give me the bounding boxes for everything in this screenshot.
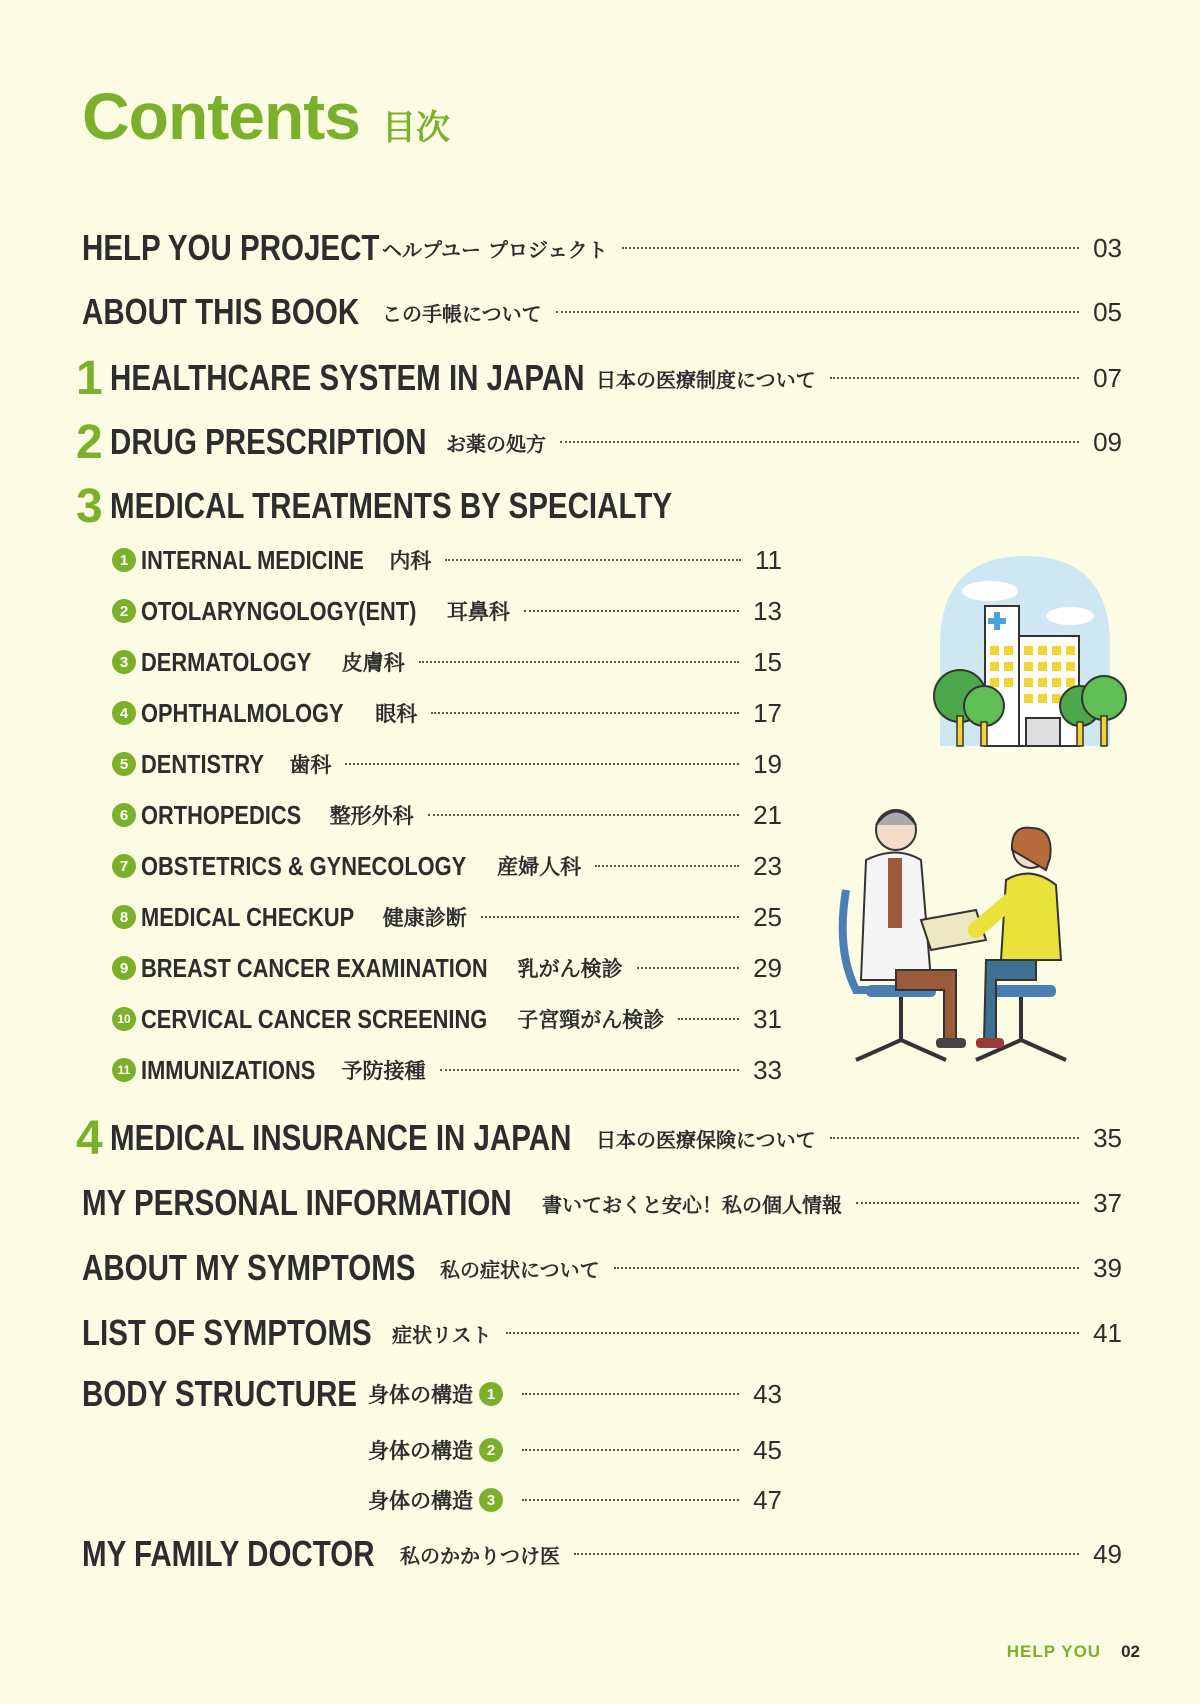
toc-page: 37 bbox=[1093, 1187, 1122, 1218]
specialty-page: 13 bbox=[753, 595, 782, 626]
number-badge: 2 bbox=[479, 1438, 503, 1462]
specialty-ja: 内科 bbox=[389, 549, 432, 573]
toc-ja: お薬の処方 bbox=[446, 431, 546, 456]
toc-ja: 症状リスト bbox=[392, 1322, 492, 1347]
dot-leader bbox=[431, 712, 739, 714]
specialty-row[interactable] bbox=[112, 893, 782, 941]
specialty-page: 19 bbox=[753, 748, 782, 779]
number-badge: 2 bbox=[112, 599, 136, 623]
dot-leader bbox=[481, 916, 739, 918]
specialty-ja: 皮膚科 bbox=[341, 651, 405, 675]
specialty-en: OPHTHALMOLOGY bbox=[141, 697, 344, 728]
specialty-page: 21 bbox=[753, 799, 782, 830]
specialty-row[interactable] bbox=[112, 842, 782, 890]
specialty-en: MEDICAL CHECKUP bbox=[141, 901, 355, 932]
toc-en: BODY STRUCTURE bbox=[82, 1373, 357, 1414]
section-number: 2 bbox=[76, 415, 103, 469]
specialty-page: 17 bbox=[753, 697, 782, 728]
doctor-patient-illustration bbox=[836, 800, 1076, 1070]
specialty-en: BREAST CANCER EXAMINATION bbox=[141, 952, 488, 983]
specialty-ja: 歯科 bbox=[289, 753, 332, 777]
specialty-ja: 産婦人科 bbox=[497, 855, 582, 879]
footer-page-number: 02 bbox=[1121, 1642, 1140, 1661]
specialty-ja: 健康診断 bbox=[382, 906, 467, 930]
specialty-en: DERMATOLOGY bbox=[141, 646, 312, 677]
dot-leader bbox=[622, 247, 1080, 249]
dot-leader bbox=[506, 1332, 1079, 1334]
toc-row-medical-insurance[interactable] bbox=[76, 1110, 1122, 1166]
dot-leader bbox=[574, 1553, 1079, 1555]
dot-leader bbox=[445, 559, 741, 561]
page-footer bbox=[1007, 1642, 1140, 1662]
section-number: 3 bbox=[76, 479, 103, 533]
specialty-row[interactable] bbox=[112, 1046, 782, 1094]
specialty-en: IMMUNIZATIONS bbox=[141, 1054, 316, 1085]
toc-row-medical-treatments[interactable] bbox=[76, 478, 876, 534]
toc-page: 03 bbox=[1093, 232, 1122, 263]
number-badge: 3 bbox=[112, 650, 136, 674]
specialty-row[interactable] bbox=[112, 689, 782, 737]
toc-en: MEDICAL TREATMENTS BY SPECIALTY bbox=[110, 485, 673, 526]
specialty-page: 25 bbox=[753, 901, 782, 932]
specialty-ja: 眼科 bbox=[375, 702, 418, 726]
toc-ja: 日本の医療制度について bbox=[596, 367, 816, 392]
toc-ja: 書いておくと安心！私の個人情報 bbox=[542, 1192, 842, 1217]
toc-ja: 日本の医療保険について bbox=[596, 1127, 816, 1152]
number-badge: 9 bbox=[112, 956, 136, 980]
specialty-en: OBSTETRICS & GYNECOLOGY bbox=[141, 850, 467, 881]
toc-en: ABOUT MY SYMPTOMS bbox=[82, 1247, 416, 1288]
number-badge: 4 bbox=[112, 701, 136, 725]
dot-leader bbox=[560, 441, 1079, 443]
specialty-row[interactable] bbox=[112, 740, 782, 788]
number-badge: 1 bbox=[112, 548, 136, 572]
specialty-row[interactable] bbox=[112, 995, 782, 1043]
hospital-illustration bbox=[920, 546, 1130, 766]
specialty-en: INTERNAL MEDICINE bbox=[141, 544, 364, 575]
toc-page: 07 bbox=[1093, 362, 1122, 393]
specialty-page: 15 bbox=[753, 646, 782, 677]
number-badge: 11 bbox=[112, 1058, 136, 1082]
toc-row-about-this-book[interactable] bbox=[82, 284, 1122, 340]
title-ja: 目次 bbox=[381, 108, 450, 148]
dot-leader bbox=[856, 1202, 1079, 1204]
number-badge: 1 bbox=[479, 1382, 503, 1406]
toc-page: 35 bbox=[1093, 1122, 1122, 1153]
toc-en: HELP YOU PROJECT bbox=[82, 227, 380, 268]
toc-ja: 私のかかりつけ医 bbox=[400, 1543, 560, 1568]
toc-ja: 身体の構造 bbox=[368, 1439, 473, 1463]
toc-row-body-structure[interactable] bbox=[82, 1366, 782, 1422]
toc-page: 05 bbox=[1093, 296, 1122, 327]
dot-leader bbox=[556, 311, 1079, 313]
dot-leader bbox=[440, 1069, 740, 1071]
number-badge: 5 bbox=[112, 752, 136, 776]
page-title bbox=[82, 78, 450, 154]
toc-en: MY FAMILY DOCTOR bbox=[82, 1533, 375, 1574]
toc-page: 45 bbox=[753, 1434, 782, 1465]
section-number: 4 bbox=[76, 1111, 103, 1165]
specialty-en: ORTHOPEDICS bbox=[141, 799, 302, 830]
specialty-page: 33 bbox=[753, 1054, 782, 1085]
specialty-ja: 子宮頸がん検診 bbox=[517, 1008, 665, 1032]
dot-leader bbox=[595, 865, 739, 867]
specialty-row[interactable] bbox=[112, 944, 782, 992]
specialty-en: DENTISTRY bbox=[141, 748, 264, 779]
toc-en: LIST OF SYMPTOMS bbox=[82, 1312, 372, 1353]
toc-row-personal-information[interactable] bbox=[82, 1175, 1122, 1231]
footer-brand: HELP YOU bbox=[1006, 1642, 1102, 1661]
specialty-page: 29 bbox=[753, 952, 782, 983]
dot-leader bbox=[428, 814, 739, 816]
dot-leader bbox=[419, 661, 739, 663]
specialty-en: OTOLARYNGOLOGY(ENT) bbox=[141, 595, 417, 626]
specialty-ja: 整形外科 bbox=[329, 804, 414, 828]
dot-leader bbox=[637, 967, 739, 969]
toc-en: MEDICAL INSURANCE IN JAPAN bbox=[110, 1117, 572, 1158]
toc-ja: 身体の構造 bbox=[368, 1383, 473, 1407]
toc-row-body-structure-3[interactable] bbox=[368, 1472, 782, 1528]
toc-page: 41 bbox=[1093, 1317, 1122, 1348]
dot-leader bbox=[522, 1499, 739, 1501]
dot-leader bbox=[614, 1267, 1079, 1269]
specialty-en: CERVICAL CANCER SCREENING bbox=[141, 1003, 488, 1034]
toc-page: 09 bbox=[1093, 426, 1122, 457]
toc-ja: この手帳について bbox=[382, 301, 542, 326]
toc-row-about-my-symptoms[interactable] bbox=[82, 1240, 1122, 1296]
number-badge: 3 bbox=[479, 1488, 503, 1512]
toc-en: DRUG PRESCRIPTION bbox=[110, 421, 427, 462]
toc-ja: ヘルプユー プロジェクト bbox=[382, 237, 608, 262]
number-badge: 10 bbox=[112, 1007, 136, 1031]
dot-leader bbox=[522, 1393, 739, 1395]
number-badge: 6 bbox=[112, 803, 136, 827]
section-number: 1 bbox=[76, 351, 103, 405]
specialty-page: 31 bbox=[753, 1003, 782, 1034]
specialty-ja: 乳がん検診 bbox=[517, 957, 623, 981]
number-badge: 7 bbox=[112, 854, 136, 878]
toc-en: HEALTHCARE SYSTEM IN JAPAN bbox=[110, 357, 585, 398]
number-badge: 8 bbox=[112, 905, 136, 929]
specialty-ja: 予防接種 bbox=[341, 1059, 426, 1083]
dot-leader bbox=[345, 763, 739, 765]
specialty-row[interactable] bbox=[112, 791, 782, 839]
dot-leader bbox=[830, 1137, 1079, 1139]
toc-row-healthcare-system[interactable] bbox=[76, 350, 1122, 406]
toc-page: 49 bbox=[1093, 1538, 1122, 1569]
dot-leader bbox=[678, 1018, 739, 1020]
specialty-row[interactable] bbox=[112, 536, 782, 584]
toc-page: 47 bbox=[753, 1484, 782, 1515]
toc-row-list-of-symptoms[interactable] bbox=[82, 1305, 1122, 1361]
toc-row-body-structure-2[interactable] bbox=[368, 1422, 782, 1478]
toc-en: MY PERSONAL INFORMATION bbox=[82, 1182, 512, 1223]
toc-row-help-you-project[interactable] bbox=[82, 220, 1122, 276]
dot-leader bbox=[522, 1449, 739, 1451]
toc-row-family-doctor[interactable] bbox=[82, 1526, 1122, 1582]
toc-page: 43 bbox=[753, 1378, 782, 1409]
toc-page: 39 bbox=[1093, 1252, 1122, 1283]
toc-ja: 身体の構造 bbox=[368, 1489, 473, 1513]
specialty-page: 23 bbox=[753, 850, 782, 881]
title-en: Contents bbox=[82, 79, 360, 153]
specialty-row[interactable] bbox=[112, 638, 782, 686]
toc-row-drug-prescription[interactable] bbox=[76, 414, 1122, 470]
specialty-ja: 耳鼻科 bbox=[446, 600, 510, 624]
specialty-page: 11 bbox=[755, 544, 782, 575]
toc-en: ABOUT THIS BOOK bbox=[82, 291, 360, 332]
dot-leader bbox=[524, 610, 739, 612]
toc-ja: 私の症状について bbox=[440, 1257, 600, 1282]
dot-leader bbox=[830, 377, 1079, 379]
specialty-row[interactable] bbox=[112, 587, 782, 635]
